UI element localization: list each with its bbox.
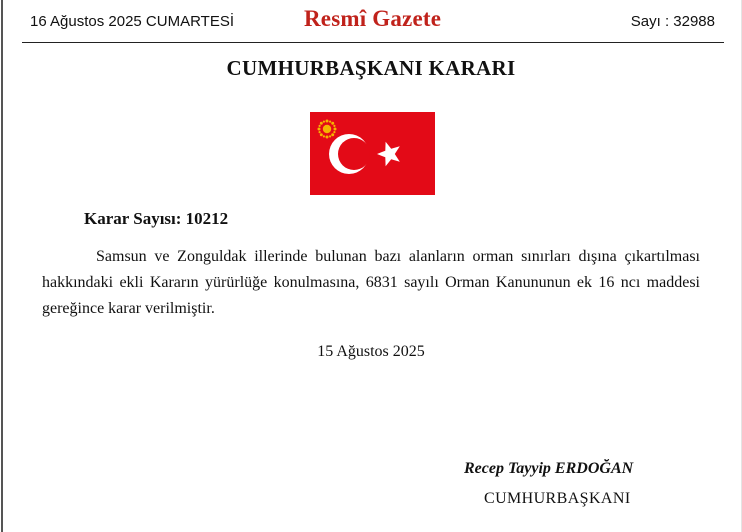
document-title: CUMHURBAŞKANI KARARI (226, 56, 516, 80)
sun-emblem-icon (318, 120, 337, 139)
decision-body-text: Samsun ve Zonguldak illerinde bulunan bazı alanların orman sınırları dışına çıkartılması hakkındaki ekli Kararın yürürlüğe konulmasına, 6831 sayılı Orman Kanununun ek 16 ncı maddesi gereğince karar verilmiştir. (42, 248, 700, 317)
gazette-title: Resmî Gazete (304, 6, 442, 31)
issue-number: Sayı : 32988 (630, 13, 715, 30)
presidential-flag-icon (310, 112, 435, 195)
decision-number: Karar Sayısı: 10212 (84, 209, 229, 228)
signer-title: CUMHURBAŞKANI (484, 490, 631, 507)
publication-date: 16 Ağustos 2025 CUMARTESİ (30, 13, 234, 30)
crescent-inner (338, 138, 370, 170)
signer-name: Recep Tayyip ERDOĞAN (464, 460, 634, 477)
gazette-header (0, 0, 742, 44)
flag-graphic (310, 112, 435, 195)
flag-field (310, 112, 435, 195)
header-divider (22, 42, 724, 43)
decision-date: 15 Ağustos 2025 (317, 343, 425, 360)
